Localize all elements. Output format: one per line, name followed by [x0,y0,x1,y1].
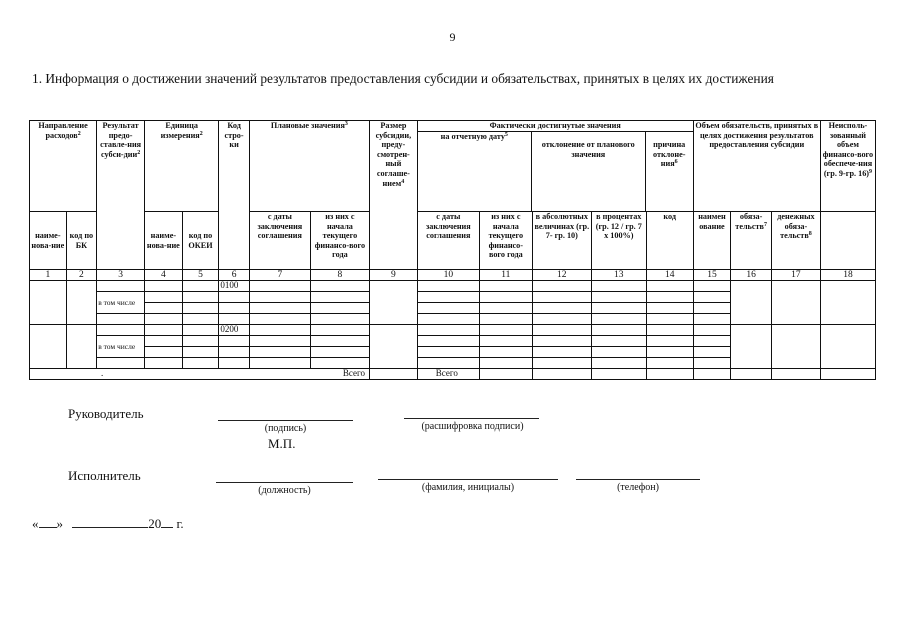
signature-caption: (подпись) [264,423,307,434]
col-num: 15 [693,270,731,281]
cell-pct[interactable] [591,314,646,325]
sub-act-date: с даты заключения соглашения [417,212,479,270]
col-num: 6 [219,270,250,281]
total-row [30,369,876,380]
col-num: 14 [646,270,693,281]
sub-act-year: из них с начала текущего финансо-вого года [479,212,532,270]
signature-line[interactable] [218,420,353,421]
cell-subsidy-size[interactable] [369,281,417,325]
cell-unit-name[interactable] [145,336,183,347]
cell-reason-code[interactable] [646,281,693,292]
cell-line-code[interactable] [219,314,250,325]
total-cell[interactable] [646,369,693,380]
cell-reason-name[interactable] [693,336,731,347]
sub-reason-name: наимен ование [693,212,731,270]
col-num: 18 [820,270,875,281]
date-line [32,515,184,532]
cell-plan-year[interactable] [310,336,369,347]
cell-code-bk[interactable] [66,281,97,325]
cell-unit-name[interactable] [145,347,183,358]
cell-line-code[interactable] [219,347,250,358]
cell-plan-date[interactable] [249,347,310,358]
cell-abs[interactable] [532,336,591,347]
col-num: 16 [731,270,772,281]
cell-abs[interactable] [532,314,591,325]
header-deviation: отклонение от планового значения [532,132,646,211]
cell-plan-date[interactable] [249,336,310,347]
cell-plan-year[interactable] [310,292,369,303]
sub-money-obligations: денежных обяза-тельств$^8$ [771,212,820,270]
total-subsidy-size[interactable] [369,369,417,380]
name-line[interactable] [378,479,558,480]
sub-reason-code: код [646,212,693,270]
cell-result[interactable] [97,281,145,292]
sub-unit-name: наиме-нова-ние [145,212,183,270]
cell-reason-code[interactable] [646,358,693,369]
cell-code-bk[interactable] [66,325,97,369]
sub-abs: в абсолютных величинах (гр. 7- гр. 10) [532,212,591,270]
cell-unit-name[interactable] [145,358,183,369]
position-line[interactable] [216,482,353,483]
cell-reason-name[interactable] [693,325,731,336]
header-reporting-date: на отчетную дату$^5$ [418,132,532,211]
cell-abs[interactable] [532,303,591,314]
cell-reason-code[interactable] [646,325,693,336]
col-num: 8 [310,270,369,281]
year-prefix: 20 [148,516,162,531]
col-num: 4 [145,270,183,281]
cell-unit-name[interactable] [145,303,183,314]
phone-caption: (телефон) [617,482,659,493]
cell-act-year[interactable] [479,303,532,314]
cell-reason-code[interactable] [646,336,693,347]
cell-act-date[interactable] [417,292,479,303]
cell-pct[interactable] [591,292,646,303]
header-subsidy-size: Размер субсидии, преду-смотрен-ный соглаше-нием$^4$ [369,121,417,270]
cell-okei[interactable] [182,281,219,292]
col-num: 9 [369,270,417,281]
cell-act-date[interactable] [417,347,479,358]
table-row [30,325,876,336]
cell-reason-code[interactable] [646,292,693,303]
cell-act-year[interactable] [479,292,532,303]
total-label-actual: Всего [417,369,479,380]
month-field[interactable] [72,515,148,528]
cell-act-date[interactable] [417,358,479,369]
cell-act-year[interactable] [479,325,532,336]
cell-reason-code[interactable] [646,303,693,314]
phone-line[interactable] [576,479,700,480]
col-num: 2 [66,270,97,281]
cell-reason-name[interactable] [693,292,731,303]
cell-unit-name[interactable] [145,292,183,303]
cell-unit-name[interactable] [145,281,183,292]
cell-plan-date[interactable] [249,358,310,369]
cell-direction-name[interactable] [30,281,67,325]
sub-code-bk: код по БК [66,212,97,270]
sub-plan-year: из них с начала текущего финансо-вого года [310,212,369,270]
cell-reason-name[interactable] [693,358,731,369]
total-cell[interactable] [532,369,591,380]
cell-act-date[interactable] [417,325,479,336]
decoding-caption: (расшифровка подписи) [421,421,524,432]
cell-plan-year[interactable] [310,281,369,292]
sub-obligations: обяза-тельств$^7$ [731,212,772,270]
including-label: в том числе [97,336,145,358]
cell-result[interactable] [97,314,145,325]
cell-unit-name[interactable] [145,314,183,325]
cell-reason-name[interactable] [693,303,731,314]
page-number: 9 [449,30,456,44]
col-num: 3 [97,270,145,281]
total-label-plan: . Всего [30,369,370,380]
cell-plan-date[interactable] [249,325,310,336]
position-caption: (должность) [258,485,311,496]
total-cell[interactable] [820,369,875,380]
executor-label: Исполнитель [68,468,141,483]
header-row-2 [30,212,876,270]
header-result: Результат предо-ставле-ния субси-дии$^2$ [97,121,145,270]
cell-plan-year[interactable] [310,325,369,336]
cell-act-date[interactable] [417,314,479,325]
cell-act-date[interactable] [417,336,479,347]
total-cell[interactable] [731,369,772,380]
col-num: 11 [479,270,532,281]
total-cell[interactable] [479,369,532,380]
cell-plan-date[interactable] [249,303,310,314]
cell-plan-year[interactable] [310,314,369,325]
cell-direction-name[interactable] [30,325,67,369]
year-field[interactable] [161,515,173,528]
date-close-quote: » [56,516,63,531]
col-num: 1 [30,270,67,281]
cell-plan-date[interactable] [249,281,310,292]
cell-abs[interactable] [532,281,591,292]
col-num: 13 [591,270,646,281]
header-unused: Неисполь-зованный объем финансо-вого обеспече-ния (гр. 9-гр. 16)$^9$ [820,121,875,212]
including-label: в том числе [97,292,145,314]
name-caption: (фамилия, инициалы) [421,482,515,493]
stray-dot: . [101,368,104,379]
cell-okei[interactable] [182,336,219,347]
cell-reason-name[interactable] [693,347,731,358]
cell-unused[interactable] [820,325,875,369]
cell-line-code[interactable] [219,303,250,314]
cell-plan-date[interactable] [249,292,310,303]
cell-result[interactable] [97,358,145,369]
cell-pct[interactable] [591,358,646,369]
cell-plan-year[interactable] [310,358,369,369]
col-num: 12 [532,270,591,281]
cell-subsidy-size[interactable] [369,325,417,369]
col-num: 5 [182,270,219,281]
sub-name-direction: наиме-нова-ние [30,212,67,270]
header-direction: Направление расходов$^2$ [30,121,97,212]
date-open-quote: « [32,516,39,531]
cell-abs[interactable] [532,358,591,369]
year-suffix: г. [176,516,184,531]
cell-act-year[interactable] [479,314,532,325]
sub-unused-empty [820,212,875,270]
cell-pct[interactable] [591,303,646,314]
cell-money-obligations[interactable] [771,281,820,325]
total-cell[interactable] [693,369,731,380]
cell-act-year[interactable] [479,358,532,369]
cell-okei[interactable] [182,347,219,358]
cell-reason-name[interactable] [693,314,731,325]
header-reason: причина отклоне-ния$^6$ [652,140,686,169]
col-num: 7 [249,270,310,281]
cell-okei[interactable] [182,314,219,325]
head-label: Руководитель [68,406,144,421]
day-field[interactable] [39,515,57,528]
header-unit: Единица измерения$^2$ [145,121,219,212]
line-code-0100: 0100 [219,281,250,292]
cell-obligations[interactable] [731,281,772,325]
header-row-1 [30,121,876,212]
section-title: 1. Информация о достижении значений результатов предоставления субсидии и обязательствах, принятых в целях их достижения [32,71,774,86]
header-actual: Фактически достигнутые значения на отчетную дату$^5$ отклонение от планового значения причина отклоне-ния$^6$ [417,121,693,212]
cell-abs[interactable] [532,347,591,358]
cell-abs[interactable] [532,325,591,336]
stamp-placeholder: М.П. [268,436,296,451]
cell-plan-year[interactable] [310,303,369,314]
cell-act-date[interactable] [417,303,479,314]
cell-line-code[interactable] [219,336,250,347]
col-num: 17 [771,270,820,281]
cell-act-year[interactable] [479,347,532,358]
table-row [30,281,876,292]
cell-abs[interactable] [532,292,591,303]
cell-pct[interactable] [591,325,646,336]
line-code-0200: 0200 [219,325,250,336]
col-num: 10 [417,270,479,281]
header-planned: Плановые значения$^3$ [249,121,369,212]
cell-act-year[interactable] [479,336,532,347]
total-cell[interactable] [771,369,820,380]
sub-pct: в процентах (гр. 12 / гр. 7 х 100%) [591,212,646,270]
sub-okei: код по ОКЕИ [182,212,219,270]
column-numbers-row [30,270,876,281]
cell-obligations[interactable] [731,325,772,369]
cell-unused[interactable] [820,281,875,325]
cell-reason-code[interactable] [646,314,693,325]
total-cell[interactable] [591,369,646,380]
cell-pct[interactable] [591,281,646,292]
cell-act-date[interactable] [417,281,479,292]
header-line-code: Код стро-ки [219,121,250,270]
sub-plan-date: с даты заключения соглашения [249,212,310,270]
cell-pct[interactable] [591,347,646,358]
results-table [29,120,876,380]
cell-okei[interactable] [182,325,219,336]
cell-plan-year[interactable] [310,347,369,358]
cell-pct[interactable] [591,336,646,347]
cell-result[interactable] [97,325,145,336]
cell-reason-code[interactable] [646,347,693,358]
header-obligations: Объем обязательств, принятых в целях достижения результатов предоставления субсидии [693,121,820,212]
cell-unit-name[interactable] [145,325,183,336]
cell-okei[interactable] [182,303,219,314]
decoding-line[interactable] [404,418,539,419]
cell-okei[interactable] [182,292,219,303]
cell-money-obligations[interactable] [771,325,820,369]
cell-plan-date[interactable] [249,314,310,325]
cell-reason-name[interactable] [693,281,731,292]
cell-line-code[interactable] [219,292,250,303]
cell-act-year[interactable] [479,281,532,292]
cell-line-code[interactable] [219,358,250,369]
cell-okei[interactable] [182,358,219,369]
